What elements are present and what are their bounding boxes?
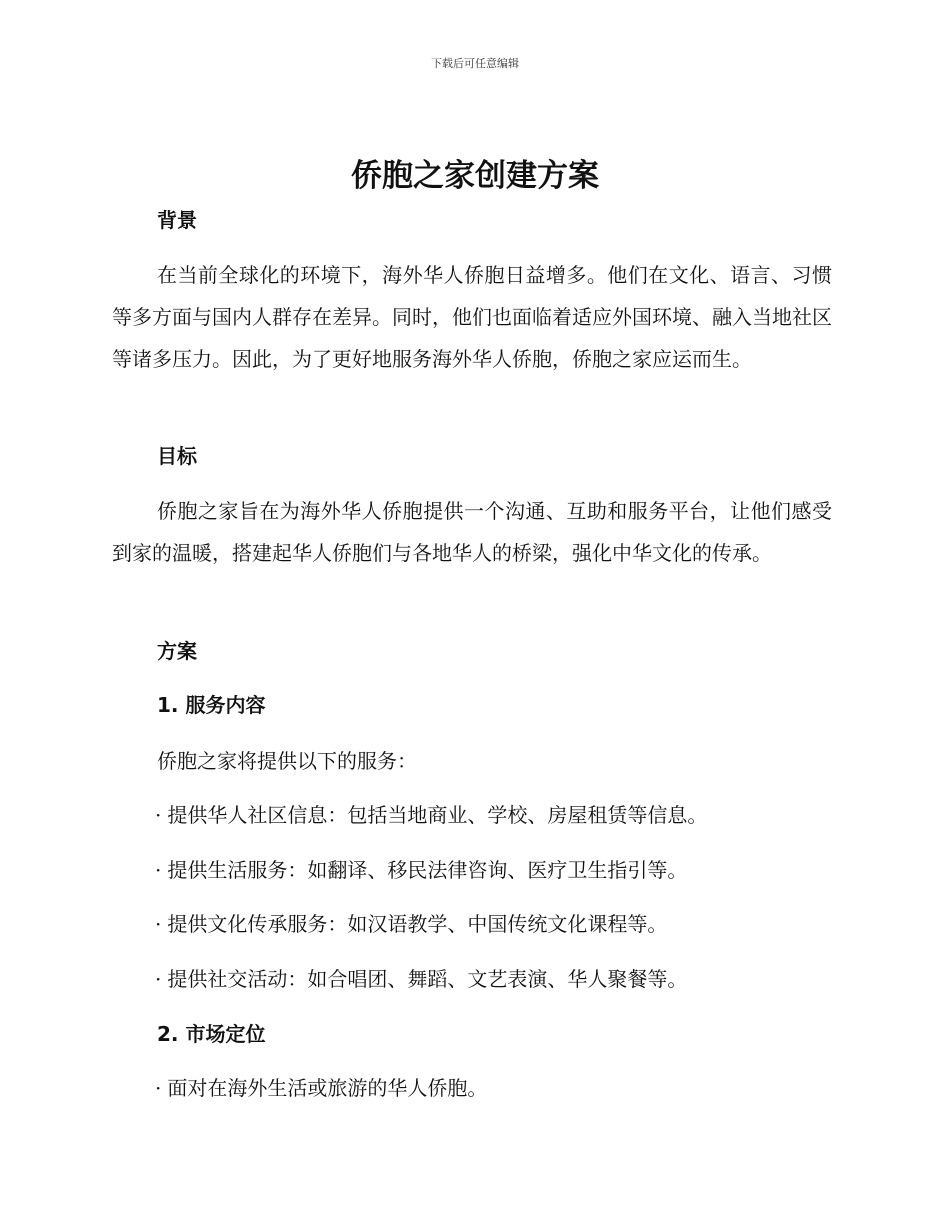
document-title: 侨胞之家创建方案 [351,158,599,194]
service-item-text: 提供华人社区信息：包括当地商业、学校、房屋租赁等信息。 [167,803,708,827]
service-item [155,914,667,934]
section-heading-plan: 方案 [157,639,197,663]
bullet-dot: · [155,912,162,936]
services-intro: 侨胞之家将提供以下的服务： [157,749,417,773]
market-item-text: 面对在海外生活或旅游的华人侨胞。 [167,1076,488,1100]
service-item-text: 提供文化传承服务：如汉语教学、中国传统文化课程等。 [167,912,668,936]
bullet-dot: · [155,803,162,827]
goal-paragraph: 侨胞之家旨在为海外华人侨胞提供一个沟通、互助和服务平台，让他们感受到家的温暖，搭建起华人侨胞们与各地华人的桥梁，强化中华文化的传承。 [112,499,832,565]
service-item [155,805,707,825]
service-item-text: 提供社交活动：如合唱团、舞蹈、文艺表演、华人聚餐等。 [167,967,688,991]
header-note: 下载后可任意编辑 [431,57,519,70]
bullet-dot: · [155,1076,162,1100]
bullet-dot: · [155,967,162,991]
service-item-text: 提供生活服务：如翻译、移民法律咨询、医疗卫生指引等。 [167,858,688,882]
service-item [155,860,687,880]
section-heading-background: 背景 [157,208,197,232]
section-heading-goal: 目标 [157,444,197,468]
subsection-heading-services: 1. 服务内容 [157,693,266,717]
subsection-heading-market: 2. 市场定位 [157,1022,266,1046]
market-item [155,1078,487,1098]
service-item [155,969,687,989]
background-paragraph: 在当前全球化的环境下，海外华人侨胞日益增多。他们在文化、语言、习惯等多方面与国内人群存在差异。同时，他们也面临着适应外国环境、融入当地社区等诸多压力。因此，为了更好地服务海外华人侨胞，侨胞之家应运而生。 [112,263,832,371]
bullet-dot: · [155,858,162,882]
